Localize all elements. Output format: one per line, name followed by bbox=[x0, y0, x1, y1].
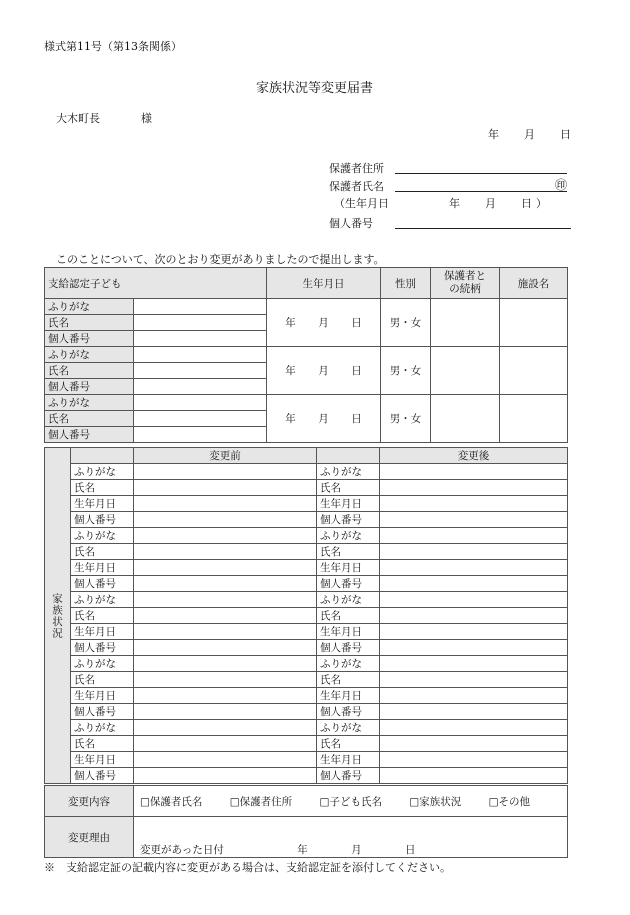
child-name-label: 氏名 bbox=[45, 411, 134, 427]
birth-day: 日 bbox=[351, 413, 362, 425]
after-field-input[interactable] bbox=[380, 528, 568, 544]
after-field-label: 氏名 bbox=[317, 608, 380, 624]
addressee-honorific: 様 bbox=[141, 112, 152, 125]
birth-year: 年 bbox=[285, 317, 296, 329]
before-field-label: ふりがな bbox=[71, 592, 134, 608]
after-field-input[interactable] bbox=[380, 464, 568, 480]
header-relation-line2: の続柄 bbox=[449, 283, 481, 295]
child-furigana-label: ふりがな bbox=[45, 395, 134, 411]
before-field-label: 生年月日 bbox=[71, 560, 134, 576]
before-field-input[interactable] bbox=[134, 688, 317, 704]
after-field-input[interactable] bbox=[380, 704, 568, 720]
option-other[interactable]: □その他 bbox=[488, 795, 530, 808]
guardian-address-line[interactable] bbox=[395, 173, 567, 174]
after-field-label: 個人番号 bbox=[317, 768, 380, 784]
option-child-name[interactable]: □子ども氏名 bbox=[319, 795, 382, 808]
change-table bbox=[44, 785, 568, 858]
before-field-input[interactable] bbox=[134, 704, 317, 720]
date-year: 年 bbox=[488, 128, 499, 141]
family-table bbox=[44, 447, 568, 784]
child-furigana-input[interactable] bbox=[134, 347, 267, 363]
guardian-birth-month: 月 bbox=[485, 197, 496, 210]
before-field-input[interactable] bbox=[134, 496, 317, 512]
seal-icon: ㊞ bbox=[555, 178, 568, 192]
child-id-label: 個人番号 bbox=[45, 427, 134, 443]
guardian-name-label: 保護者氏名 bbox=[329, 180, 384, 193]
after-field-input[interactable] bbox=[380, 736, 568, 752]
before-field-label: 個人番号 bbox=[71, 704, 134, 720]
header-relation-line1: 保護者と bbox=[444, 270, 486, 282]
birth-year: 年 bbox=[285, 365, 296, 377]
change-date-label: 変更があった日付 bbox=[140, 844, 224, 856]
family-status-side-label: 家族状況 bbox=[45, 448, 71, 784]
birth-year: 年 bbox=[285, 413, 296, 425]
header-before: 変更前 bbox=[134, 448, 317, 464]
child-relation-cell[interactable] bbox=[431, 299, 500, 347]
header-child: 支給認定子ども bbox=[45, 268, 267, 299]
child-name-label: 氏名 bbox=[45, 363, 134, 379]
after-field-label: 氏名 bbox=[317, 672, 380, 688]
child-facility-cell[interactable] bbox=[500, 347, 568, 395]
before-field-label: 生年月日 bbox=[71, 496, 134, 512]
after-field-label: 氏名 bbox=[317, 480, 380, 496]
after-field-input[interactable] bbox=[380, 592, 568, 608]
birth-month: 月 bbox=[318, 317, 329, 329]
change-content-options bbox=[134, 786, 568, 817]
after-field-input[interactable] bbox=[380, 672, 568, 688]
after-field-label: ふりがな bbox=[317, 592, 380, 608]
after-field-label: ふりがな bbox=[317, 720, 380, 736]
after-field-input[interactable] bbox=[380, 768, 568, 784]
birth-month: 月 bbox=[318, 365, 329, 377]
child-furigana-input[interactable] bbox=[134, 395, 267, 411]
before-field-input[interactable] bbox=[134, 544, 317, 560]
after-field-input[interactable] bbox=[380, 688, 568, 704]
before-field-label: ふりがな bbox=[71, 528, 134, 544]
child-name-input[interactable] bbox=[134, 315, 267, 331]
before-field-input[interactable] bbox=[134, 464, 317, 480]
child-id-input[interactable] bbox=[134, 427, 267, 443]
child-furigana-label: ふりがな bbox=[45, 299, 134, 315]
statement: このことについて、次のとおり変更がありましたので提出します。 bbox=[56, 253, 385, 266]
change-reason-cell[interactable] bbox=[134, 817, 568, 858]
family-header-spacer bbox=[317, 448, 380, 464]
after-field-label: 生年月日 bbox=[317, 496, 380, 512]
child-furigana-label: ふりがな bbox=[45, 347, 134, 363]
after-field-label: ふりがな bbox=[317, 656, 380, 672]
birth-day: 日 bbox=[351, 365, 362, 377]
before-field-input[interactable] bbox=[134, 640, 317, 656]
before-field-input[interactable] bbox=[134, 528, 317, 544]
child-name-input[interactable] bbox=[134, 363, 267, 379]
birth-month: 月 bbox=[318, 413, 329, 425]
after-field-input[interactable] bbox=[380, 640, 568, 656]
before-field-label: 生年月日 bbox=[71, 688, 134, 704]
child-birth-cell[interactable] bbox=[267, 395, 381, 443]
before-field-input[interactable] bbox=[134, 480, 317, 496]
child-sex-cell[interactable]: 男・女 bbox=[381, 395, 431, 443]
option-guardian-address[interactable]: □保護者住所 bbox=[229, 795, 293, 808]
before-field-label: 氏名 bbox=[71, 736, 134, 752]
child-sex-cell[interactable]: 男・女 bbox=[381, 347, 431, 395]
after-field-label: 個人番号 bbox=[317, 640, 380, 656]
child-furigana-input[interactable] bbox=[134, 299, 267, 315]
before-field-input[interactable] bbox=[134, 624, 317, 640]
before-field-label: ふりがな bbox=[71, 464, 134, 480]
option-guardian-name[interactable]: □保護者氏名 bbox=[140, 795, 203, 808]
after-field-input[interactable] bbox=[380, 576, 568, 592]
before-field-label: 生年月日 bbox=[71, 624, 134, 640]
date-month: 月 bbox=[524, 128, 535, 141]
after-field-input[interactable] bbox=[380, 560, 568, 576]
after-field-input[interactable] bbox=[380, 512, 568, 528]
guardian-name-line[interactable] bbox=[395, 191, 567, 192]
date-day: 日 bbox=[560, 128, 571, 141]
header-relation bbox=[431, 268, 500, 299]
change-date-month: 月 bbox=[351, 844, 362, 856]
before-field-label: 個人番号 bbox=[71, 576, 134, 592]
guardian-birth-year: 年 bbox=[449, 197, 460, 210]
after-field-label: 生年月日 bbox=[317, 688, 380, 704]
guardian-birth-label: （生年月日 bbox=[334, 197, 389, 210]
after-field-label: 個人番号 bbox=[317, 704, 380, 720]
children-table bbox=[44, 267, 568, 443]
before-field-label: 氏名 bbox=[71, 544, 134, 560]
guardian-id-label: 個人番号 bbox=[329, 217, 373, 230]
before-field-label: 生年月日 bbox=[71, 752, 134, 768]
after-field-input[interactable] bbox=[380, 752, 568, 768]
change-content-label: 変更内容 bbox=[45, 786, 134, 817]
birth-day: 日 bbox=[351, 317, 362, 329]
before-field-input[interactable] bbox=[134, 752, 317, 768]
child-relation-cell[interactable] bbox=[431, 395, 500, 443]
before-field-label: 個人番号 bbox=[71, 512, 134, 528]
before-field-input[interactable] bbox=[134, 592, 317, 608]
child-id-input[interactable] bbox=[134, 379, 267, 395]
after-field-label: 氏名 bbox=[317, 736, 380, 752]
before-field-input[interactable] bbox=[134, 656, 317, 672]
footnote: ※ 支給認定証の記載内容に変更がある場合は、支給認定証を添付してください。 bbox=[44, 861, 451, 874]
after-field-input[interactable] bbox=[380, 608, 568, 624]
header-facility: 施設名 bbox=[500, 268, 568, 299]
before-field-label: 氏名 bbox=[71, 480, 134, 496]
before-field-input[interactable] bbox=[134, 576, 317, 592]
before-field-input[interactable] bbox=[134, 720, 317, 736]
child-birth-cell[interactable] bbox=[267, 347, 381, 395]
before-field-label: ふりがな bbox=[71, 656, 134, 672]
after-field-input[interactable] bbox=[380, 624, 568, 640]
before-field-input[interactable] bbox=[134, 736, 317, 752]
child-facility-cell[interactable] bbox=[500, 395, 568, 443]
before-field-label: ふりがな bbox=[71, 720, 134, 736]
after-field-label: 生年月日 bbox=[317, 752, 380, 768]
change-date-day: 日 bbox=[404, 844, 416, 856]
family-header-spacer bbox=[71, 448, 134, 464]
before-field-input[interactable] bbox=[134, 768, 317, 784]
after-field-label: ふりがな bbox=[317, 464, 380, 480]
guardian-id-line[interactable] bbox=[395, 228, 571, 229]
header-after: 変更後 bbox=[380, 448, 568, 464]
addressee-name: 大木町長 bbox=[56, 112, 100, 125]
before-field-label: 氏名 bbox=[71, 608, 134, 624]
before-field-label: 個人番号 bbox=[71, 640, 134, 656]
after-field-input[interactable] bbox=[380, 656, 568, 672]
before-field-input[interactable] bbox=[134, 560, 317, 576]
guardian-birth-day: 日 bbox=[521, 197, 532, 210]
after-field-input[interactable] bbox=[380, 544, 568, 560]
after-field-label: 個人番号 bbox=[317, 576, 380, 592]
guardian-address-label: 保護者住所 bbox=[329, 162, 384, 175]
change-date-year: 年 bbox=[297, 844, 308, 856]
after-field-input[interactable] bbox=[380, 480, 568, 496]
before-field-label: 個人番号 bbox=[71, 768, 134, 784]
child-id-label: 個人番号 bbox=[45, 379, 134, 395]
after-field-input[interactable] bbox=[380, 720, 568, 736]
document-title: 家族状況等変更届書 bbox=[256, 81, 374, 96]
after-field-label: 個人番号 bbox=[317, 512, 380, 528]
child-facility-cell[interactable] bbox=[500, 299, 568, 347]
guardian-birth-close: ） bbox=[536, 197, 547, 210]
before-field-input[interactable] bbox=[134, 512, 317, 528]
after-field-label: 氏名 bbox=[317, 544, 380, 560]
header-birth: 生年月日 bbox=[267, 268, 381, 299]
form-number: 様式第11号（第13条関係） bbox=[44, 40, 182, 53]
change-reason-label: 変更理由 bbox=[45, 817, 134, 858]
before-field-input[interactable] bbox=[134, 672, 317, 688]
after-field-label: 生年月日 bbox=[317, 560, 380, 576]
child-sex-cell[interactable]: 男・女 bbox=[381, 299, 431, 347]
child-name-label: 氏名 bbox=[45, 315, 134, 331]
option-family-status[interactable]: □家族状況 bbox=[409, 795, 462, 808]
after-field-label: 生年月日 bbox=[317, 624, 380, 640]
child-name-input[interactable] bbox=[134, 411, 267, 427]
after-field-label: ふりがな bbox=[317, 528, 380, 544]
child-id-label: 個人番号 bbox=[45, 331, 134, 347]
before-field-input[interactable] bbox=[134, 608, 317, 624]
after-field-input[interactable] bbox=[380, 496, 568, 512]
header-sex: 性別 bbox=[381, 268, 431, 299]
before-field-label: 氏名 bbox=[71, 672, 134, 688]
child-relation-cell[interactable] bbox=[431, 347, 500, 395]
child-birth-cell[interactable] bbox=[267, 299, 381, 347]
child-id-input[interactable] bbox=[134, 331, 267, 347]
